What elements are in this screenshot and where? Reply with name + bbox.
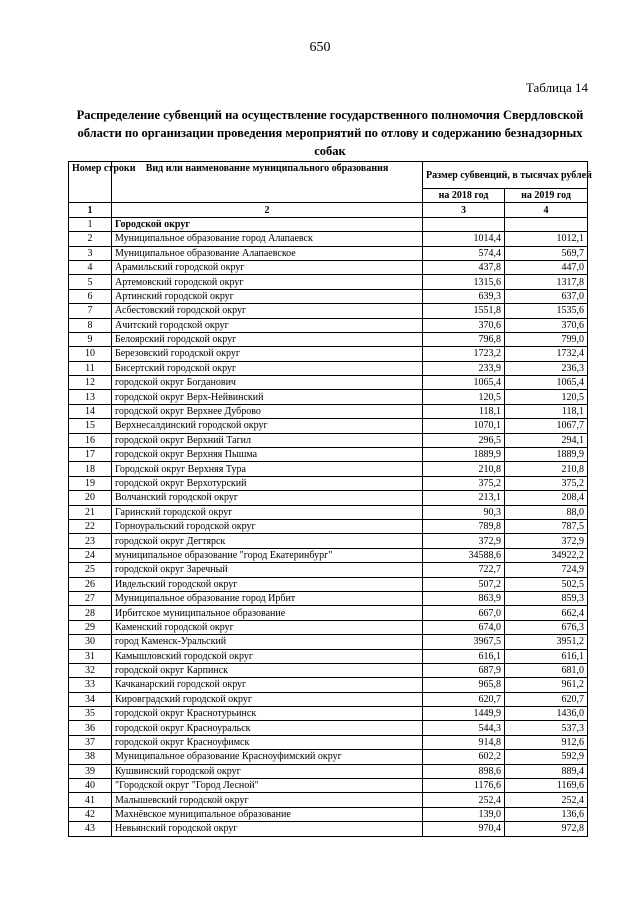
municipality-name-cell: Муниципальное образование город Алапаевск [112,232,423,246]
amount-2018-cell: 722,7 [423,563,505,577]
amount-2019-cell: 210,8 [505,462,588,476]
table-row [69,289,588,303]
municipality-name-cell: Городской округ [112,217,423,231]
municipality-name-cell: городской округ Заречный [112,563,423,577]
header-col-index-4: 4 [505,203,588,217]
table-row [69,735,588,749]
amount-2019-cell: 662,4 [505,606,588,620]
municipality-name-cell: городской округ Верхняя Пышма [112,448,423,462]
amount-2019-cell: 372,9 [505,534,588,548]
municipality-name-cell: городской округ Красноуфимск [112,735,423,749]
row-number-cell: 30 [69,635,112,649]
table-row [69,260,588,274]
table-row [69,448,588,462]
amount-2018-cell: 687,9 [423,663,505,677]
municipality-name-cell: Ирбитское муниципальное образование [112,606,423,620]
amount-2019-cell: 118,1 [505,404,588,418]
amount-2018-cell: 1176,6 [423,779,505,793]
document-title: Распределение субвенций на осуществление государственного полномочия Свердловской области по организации проведения мероприятий по отлову и содержанию безнадзорных собак [76,108,584,158]
municipality-name-cell: Артемовский городской округ [112,275,423,289]
row-number-cell: 41 [69,793,112,807]
table-row [69,606,588,620]
amount-2019-cell: 1065,4 [505,376,588,390]
amount-2019-cell: 537,3 [505,721,588,735]
amount-2019-cell: 1067,7 [505,419,588,433]
row-number-cell: 15 [69,419,112,433]
row-number-cell: 37 [69,735,112,749]
municipality-name-cell: Гаринский городской округ [112,505,423,519]
table-row [69,491,588,505]
municipality-name-cell: Белоярский городской округ [112,332,423,346]
header-col-index-2: 2 [112,203,423,217]
row-number-cell: 10 [69,347,112,361]
row-number-cell: 40 [69,779,112,793]
table-row [69,433,588,447]
amount-2018-cell: 602,2 [423,750,505,764]
table-row [69,390,588,404]
municipality-name-cell: Малышевский городской округ [112,793,423,807]
municipality-name-cell: Камышловский городской округ [112,649,423,663]
amount-2018-cell: 970,4 [423,822,505,836]
amount-2018-cell: 120,5 [423,390,505,404]
amount-2019-cell: 1317,8 [505,275,588,289]
municipality-name-cell: городской округ Красноуральск [112,721,423,735]
amount-2019-cell: 370,6 [505,318,588,332]
amount-2019-cell: 859,3 [505,591,588,605]
row-number-cell: 8 [69,318,112,332]
row-number-cell: 27 [69,591,112,605]
municipality-name-cell: Качканарский городской округ [112,678,423,692]
amount-2018-cell: 863,9 [423,591,505,605]
row-number-cell: 28 [69,606,112,620]
municipality-name-cell: "Городской округ "Город Лесной" [112,779,423,793]
municipality-name-cell: Волчанский городской округ [112,491,423,505]
amount-2018-cell: 1723,2 [423,347,505,361]
amount-2018-cell: 574,4 [423,246,505,260]
municipality-name-cell: Горноуральский городской округ [112,519,423,533]
header-municipality: Вид или наименование муниципального образования [112,162,423,203]
row-number-cell: 7 [69,304,112,318]
municipality-name-cell: Городской округ Верхняя Тура [112,462,423,476]
row-number-cell: 21 [69,505,112,519]
header-2019: на 2019 год [505,189,588,203]
amount-2019-cell: 799,0 [505,332,588,346]
header-amount: Размер субвенций, в тысячах рублей [423,162,588,189]
row-number-cell: 5 [69,275,112,289]
amount-2019-cell: 447,0 [505,260,588,274]
table-row [69,304,588,318]
amount-2018-cell: 90,3 [423,505,505,519]
amount-2019-cell: 1012,1 [505,232,588,246]
header-col-index-3: 3 [423,203,505,217]
amount-2019-cell: 676,3 [505,620,588,634]
amount-2019-cell [505,217,588,231]
amount-2018-cell: 296,5 [423,433,505,447]
amount-2018-cell: 1315,6 [423,275,505,289]
amount-2019-cell: 616,1 [505,649,588,663]
amount-2018-cell: 3967,5 [423,635,505,649]
row-number-cell: 3 [69,246,112,260]
municipality-name-cell: городской округ Верхний Тагил [112,433,423,447]
amount-2019-cell: 724,9 [505,563,588,577]
municipality-name-cell: Бисертский городской округ [112,361,423,375]
amount-2018-cell: 437,8 [423,260,505,274]
table-body [69,217,588,836]
amount-2018-cell: 34588,6 [423,548,505,562]
amount-2018-cell: 118,1 [423,404,505,418]
row-number-cell: 39 [69,764,112,778]
amount-2018-cell: 914,8 [423,735,505,749]
row-number-cell: 25 [69,563,112,577]
table-row [69,779,588,793]
table-row [69,246,588,260]
amount-2019-cell: 1732,4 [505,347,588,361]
table-row [69,419,588,433]
table-row [69,563,588,577]
table-row [69,807,588,821]
row-number-cell: 18 [69,462,112,476]
page-number: 650 [309,40,331,55]
row-number-cell: 32 [69,663,112,677]
amount-2019-cell: 88,0 [505,505,588,519]
table-row [69,376,588,390]
row-number-cell: 6 [69,289,112,303]
amount-2018-cell: 252,4 [423,793,505,807]
amount-2018-cell: 674,0 [423,620,505,634]
amount-2018-cell: 620,7 [423,692,505,706]
municipality-name-cell: Муниципальное образование Красноуфимский округ [112,750,423,764]
row-number-cell: 24 [69,548,112,562]
amount-2019-cell: 208,4 [505,491,588,505]
amount-2018-cell: 375,2 [423,476,505,490]
amount-2018-cell: 667,0 [423,606,505,620]
row-number-cell: 31 [69,649,112,663]
amount-2019-cell: 637,0 [505,289,588,303]
amount-2019-cell: 961,2 [505,678,588,692]
row-number-cell: 4 [69,260,112,274]
municipality-name-cell: Артинский городской округ [112,289,423,303]
table-row [69,678,588,692]
municipality-name-cell: Верхнесалдинский городской округ [112,419,423,433]
amount-2019-cell: 120,5 [505,390,588,404]
municipality-name-cell: Муниципальное образование город Ирбит [112,591,423,605]
amount-2018-cell: 639,3 [423,289,505,303]
row-number-cell: 26 [69,577,112,591]
amount-2018-cell [423,217,505,231]
table-row [69,232,588,246]
municipality-name-cell: Ивдельский городской округ [112,577,423,591]
municipality-name-cell: городской округ Краснотурьинск [112,707,423,721]
amount-2018-cell: 1889,9 [423,448,505,462]
table-row [69,505,588,519]
table-row [69,476,588,490]
amount-2018-cell: 789,8 [423,519,505,533]
municipality-name-cell: Асбестовский городской округ [112,304,423,318]
amount-2018-cell: 1065,4 [423,376,505,390]
table-row [69,548,588,562]
row-number-cell: 33 [69,678,112,692]
table-row [69,347,588,361]
amount-2018-cell: 1070,1 [423,419,505,433]
row-number-cell: 35 [69,707,112,721]
municipality-name-cell: городской округ Дегтярск [112,534,423,548]
amount-2018-cell: 372,9 [423,534,505,548]
table-row [69,635,588,649]
row-number-cell: 16 [69,433,112,447]
amount-2018-cell: 898,6 [423,764,505,778]
table-row [69,591,588,605]
amount-2019-cell: 972,8 [505,822,588,836]
amount-2018-cell: 233,9 [423,361,505,375]
amount-2019-cell: 592,9 [505,750,588,764]
amount-2019-cell: 889,4 [505,764,588,778]
amount-2019-cell: 375,2 [505,476,588,490]
table-row [69,750,588,764]
municipality-name-cell: Арамильский городской округ [112,260,423,274]
subsidy-table [68,161,592,837]
header-2018: на 2018 год [423,189,505,203]
table-row [69,692,588,706]
row-number-cell: 22 [69,519,112,533]
table-row [69,822,588,836]
table-label: Таблица 14 [525,80,588,95]
amount-2018-cell: 139,0 [423,807,505,821]
municipality-name-cell: Кировградский городской округ [112,692,423,706]
row-number-cell: 2 [69,232,112,246]
table-row [69,275,588,289]
table-row [69,318,588,332]
amount-2019-cell: 34922,2 [505,548,588,562]
amount-2019-cell: 1436,0 [505,707,588,721]
amount-2019-cell: 1535,6 [505,304,588,318]
row-number-cell: 29 [69,620,112,634]
table-row [69,332,588,346]
municipality-name-cell: городской округ Верхотурский [112,476,423,490]
row-number-cell: 23 [69,534,112,548]
table-row [69,404,588,418]
row-number-cell: 11 [69,361,112,375]
amount-2019-cell: 252,4 [505,793,588,807]
amount-2018-cell: 1449,9 [423,707,505,721]
municipality-name-cell: Махнёвское муниципальное образование [112,807,423,821]
municipality-name-cell: город Каменск-Уральский [112,635,423,649]
amount-2018-cell: 370,6 [423,318,505,332]
municipality-name-cell: городской округ Верх-Нейвинский [112,390,423,404]
table-row [69,462,588,476]
amount-2019-cell: 912,6 [505,735,588,749]
municipality-name-cell: муниципальное образование "город Екатеринбург" [112,548,423,562]
row-number-cell: 14 [69,404,112,418]
table-row [69,764,588,778]
row-number-cell: 42 [69,807,112,821]
table-row [69,620,588,634]
row-number-cell: 17 [69,448,112,462]
header-col-index-1: 1 [69,203,112,217]
row-number-cell: 13 [69,390,112,404]
row-number-cell: 38 [69,750,112,764]
municipality-name-cell: Березовский городской округ [112,347,423,361]
table-row [69,519,588,533]
amount-2018-cell: 210,8 [423,462,505,476]
table-row [69,361,588,375]
row-number-cell: 19 [69,476,112,490]
row-number-cell: 43 [69,822,112,836]
table-row [69,217,588,231]
amount-2019-cell: 236,3 [505,361,588,375]
amount-2019-cell: 1889,9 [505,448,588,462]
amount-2019-cell: 3951,2 [505,635,588,649]
table-row [69,663,588,677]
table-row [69,577,588,591]
amount-2019-cell: 569,7 [505,246,588,260]
amount-2019-cell: 502,5 [505,577,588,591]
municipality-name-cell: Ачитский городской округ [112,318,423,332]
municipality-name-cell: городской округ Богданович [112,376,423,390]
municipality-name-cell: Невьянский городской округ [112,822,423,836]
table-row [69,721,588,735]
row-number-cell: 20 [69,491,112,505]
row-number-cell: 36 [69,721,112,735]
municipality-name-cell: Каменский городской округ [112,620,423,634]
row-number-cell: 34 [69,692,112,706]
municipality-name-cell: городской округ Верхнее Дуброво [112,404,423,418]
amount-2018-cell: 544,3 [423,721,505,735]
amount-2018-cell: 1014,4 [423,232,505,246]
table-row [69,534,588,548]
amount-2019-cell: 787,5 [505,519,588,533]
header-row-number: Номер строки [69,162,112,203]
amount-2018-cell: 965,8 [423,678,505,692]
amount-2019-cell: 1169,6 [505,779,588,793]
amount-2019-cell: 294,1 [505,433,588,447]
row-number-cell: 1 [69,217,112,231]
table-row [69,793,588,807]
row-number-cell: 9 [69,332,112,346]
amount-2018-cell: 213,1 [423,491,505,505]
amount-2018-cell: 1551,8 [423,304,505,318]
row-number-cell: 12 [69,376,112,390]
amount-2018-cell: 796,8 [423,332,505,346]
table-row [69,649,588,663]
amount-2018-cell: 507,2 [423,577,505,591]
amount-2019-cell: 620,7 [505,692,588,706]
table-row [69,707,588,721]
municipality-name-cell: городской округ Карпинск [112,663,423,677]
amount-2018-cell: 616,1 [423,649,505,663]
amount-2019-cell: 681,0 [505,663,588,677]
municipality-name-cell: Муниципальное образование Алапаевское [112,246,423,260]
amount-2019-cell: 136,6 [505,807,588,821]
municipality-name-cell: Кушвинский городской округ [112,764,423,778]
